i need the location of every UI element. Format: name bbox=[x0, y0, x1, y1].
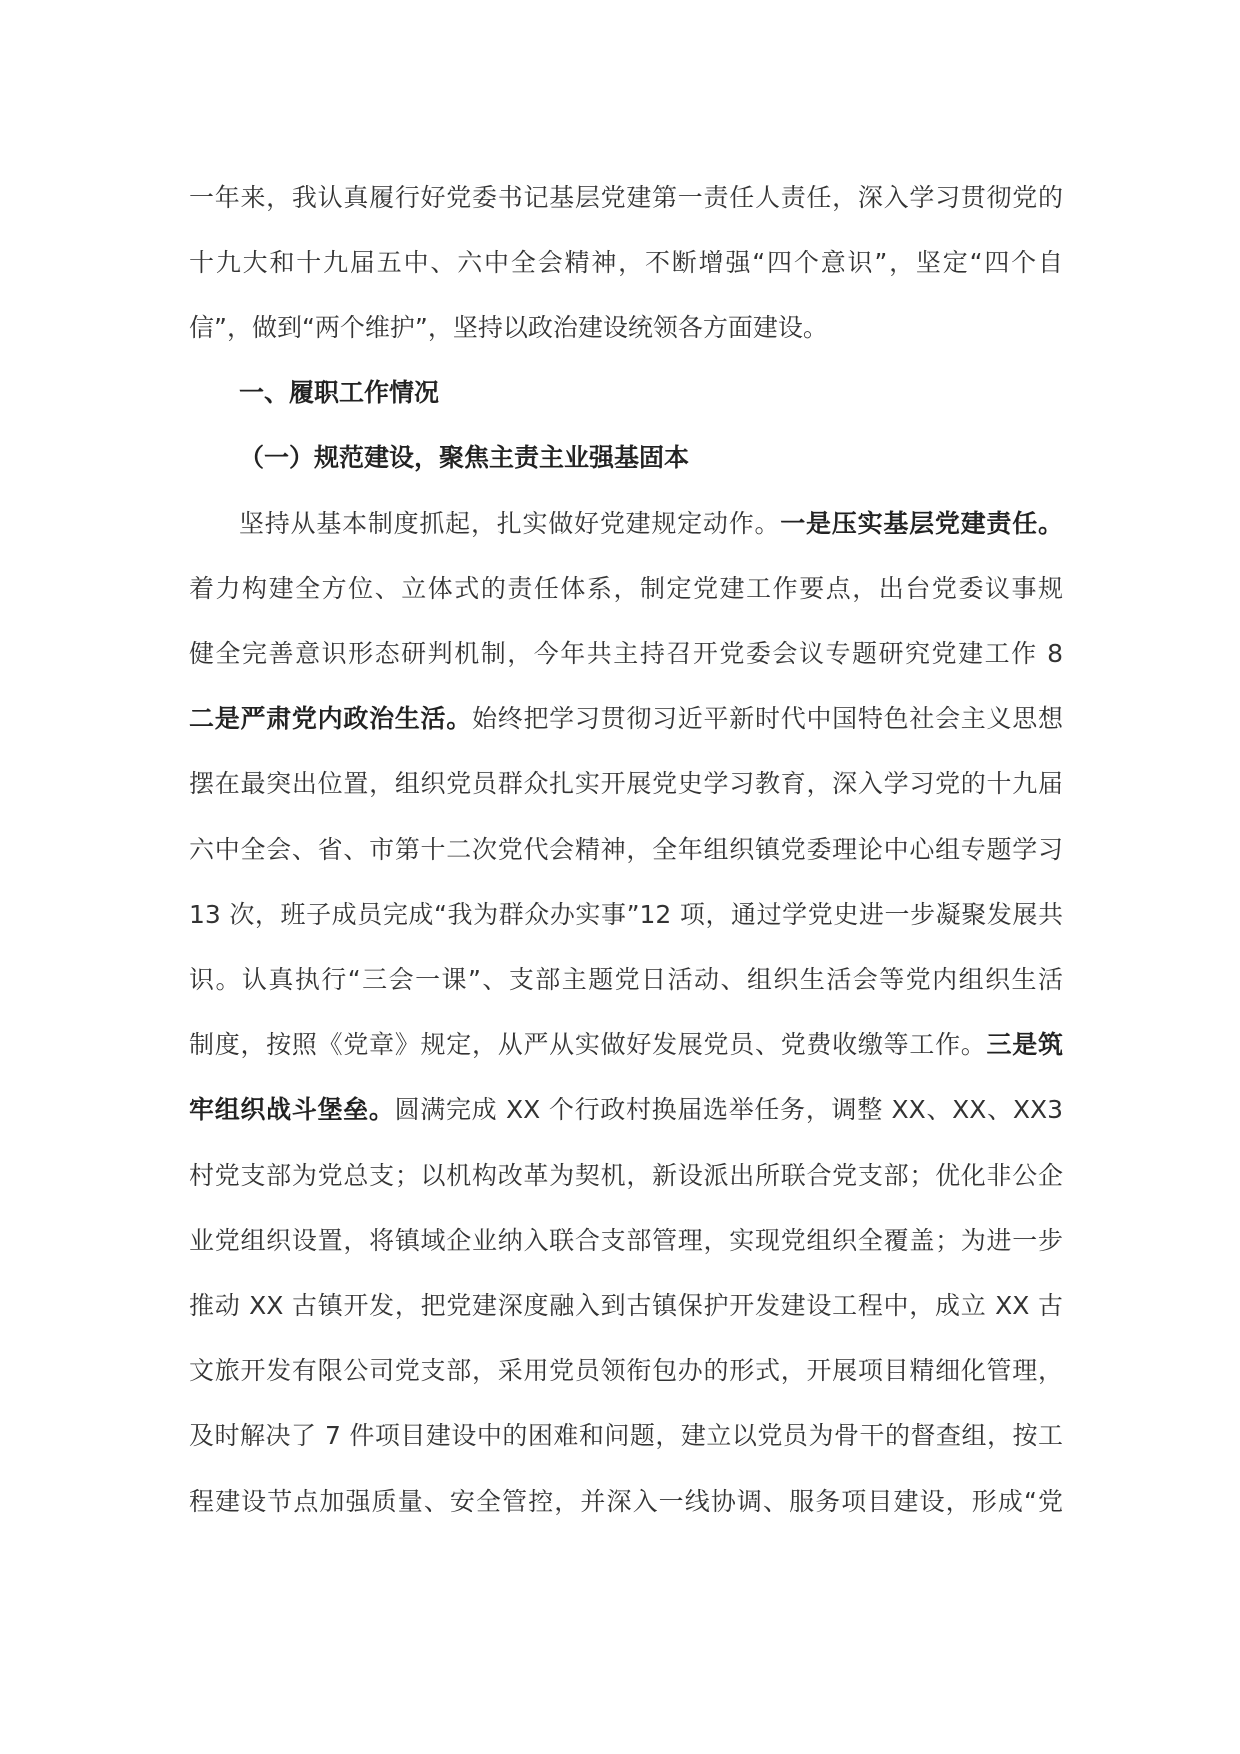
text-segment: 十九大和十九届五中、六中全会精神，不断增强“四个意识”，坚定“四个自 bbox=[189, 247, 1063, 277]
bold-text-segment: 一、履职工作情况 bbox=[239, 378, 440, 408]
text-line bbox=[189, 1469, 1063, 1534]
text-segment: 信”，做到“两个维护”，坚持以政治建设统领各方面建设。 bbox=[189, 312, 828, 342]
text-line bbox=[189, 686, 1063, 751]
text-segment: 制度，按照《党章》规定，从严从实做好发展党员、党费收缴等工作。 bbox=[189, 1030, 987, 1060]
text-line bbox=[189, 882, 1063, 947]
bold-text-segment: （一）规范建设，聚焦主责主业强基固本 bbox=[239, 443, 690, 473]
text-line bbox=[189, 230, 1063, 295]
bold-text-segment: 三是筑 bbox=[986, 1030, 1063, 1060]
text-segment: 坚持从基本制度抓起，扎实做好党建规定动作。 bbox=[239, 508, 781, 538]
text-line bbox=[189, 947, 1063, 1012]
text-line bbox=[189, 1338, 1063, 1403]
text-segment: 一年来，我认真履行好党委书记基层党建第一责任人责任，深入学习贯彻党的 bbox=[189, 182, 1063, 212]
text-line bbox=[189, 295, 1063, 360]
text-line bbox=[189, 1012, 1063, 1077]
text-line bbox=[189, 1403, 1063, 1468]
text-segment: 识。认真执行“三会一课”、支部主题党日活动、组织生活会等党内组织生活 bbox=[189, 964, 1063, 994]
text-segment: 摆在最突出位置，组织党员群众扎实开展党史学习教育，深入学习党的十九届 bbox=[189, 769, 1063, 799]
bold-text-segment: 牢组织战斗堡垒。 bbox=[189, 1095, 395, 1125]
text-segment: 健全完善意识形态研判机制，今年共主持召开党委会议专题研究党建工作 8 bbox=[189, 638, 1063, 668]
text-segment: 始终把学习贯彻习近平新时代中国特色社会主义思想 bbox=[472, 704, 1063, 734]
text-line bbox=[189, 1077, 1063, 1142]
section-heading bbox=[239, 360, 1063, 425]
text-line bbox=[189, 751, 1063, 816]
text-segment: 13 次，班子成员完成“我为群众办实事”12 项，通过学党史进一步凝聚发展共 bbox=[189, 899, 1063, 929]
text-segment: 文旅开发有限公司党支部，采用党员领衔包办的形式，开展项目精细化管理， bbox=[189, 1356, 1063, 1386]
bold-text-segment: 一是压实基层党建责任。 bbox=[780, 508, 1063, 538]
text-line bbox=[239, 491, 1063, 556]
text-segment: 着力构建全方位、立体式的责任体系，制定党建工作要点，出台党委议事规 bbox=[189, 573, 1063, 603]
text-line bbox=[189, 1143, 1063, 1208]
text-segment: 推动 XX 古镇开发，把党建深度融入到古镇保护开发建设工程中，成立 XX 古 bbox=[189, 1290, 1063, 1320]
text-segment: 及时解决了 7 件项目建设中的困难和问题，建立以党员为骨干的督查组，按工 bbox=[189, 1421, 1063, 1451]
text-segment: 村党支部为党总支；以机构改革为契机，新设派出所联合党支部；优化非公企 bbox=[189, 1160, 1063, 1190]
text-segment: 业党组织设置，将镇域企业纳入联合支部管理，实现党组织全覆盖；为进一步 bbox=[189, 1225, 1063, 1255]
text-segment: 圆满完成 XX 个行政村换届选举任务，调整 XX、XX、XX3 bbox=[394, 1095, 1063, 1125]
text-line bbox=[189, 817, 1063, 882]
text-line bbox=[189, 621, 1063, 686]
text-line bbox=[189, 1208, 1063, 1273]
text-line bbox=[189, 556, 1063, 621]
bold-text-segment: 二是严肃党内政治生活。 bbox=[189, 704, 472, 734]
text-segment: 程建设节点加强质量、安全管控，并深入一线协调、服务项目建设，形成“党 bbox=[189, 1486, 1063, 1516]
text-line bbox=[189, 165, 1063, 230]
subsection-heading bbox=[239, 425, 1063, 490]
text-segment: 六中全会、省、市第十二次党代会精神，全年组织镇党委理论中心组专题学习 bbox=[189, 834, 1063, 864]
text-line bbox=[189, 1273, 1063, 1338]
